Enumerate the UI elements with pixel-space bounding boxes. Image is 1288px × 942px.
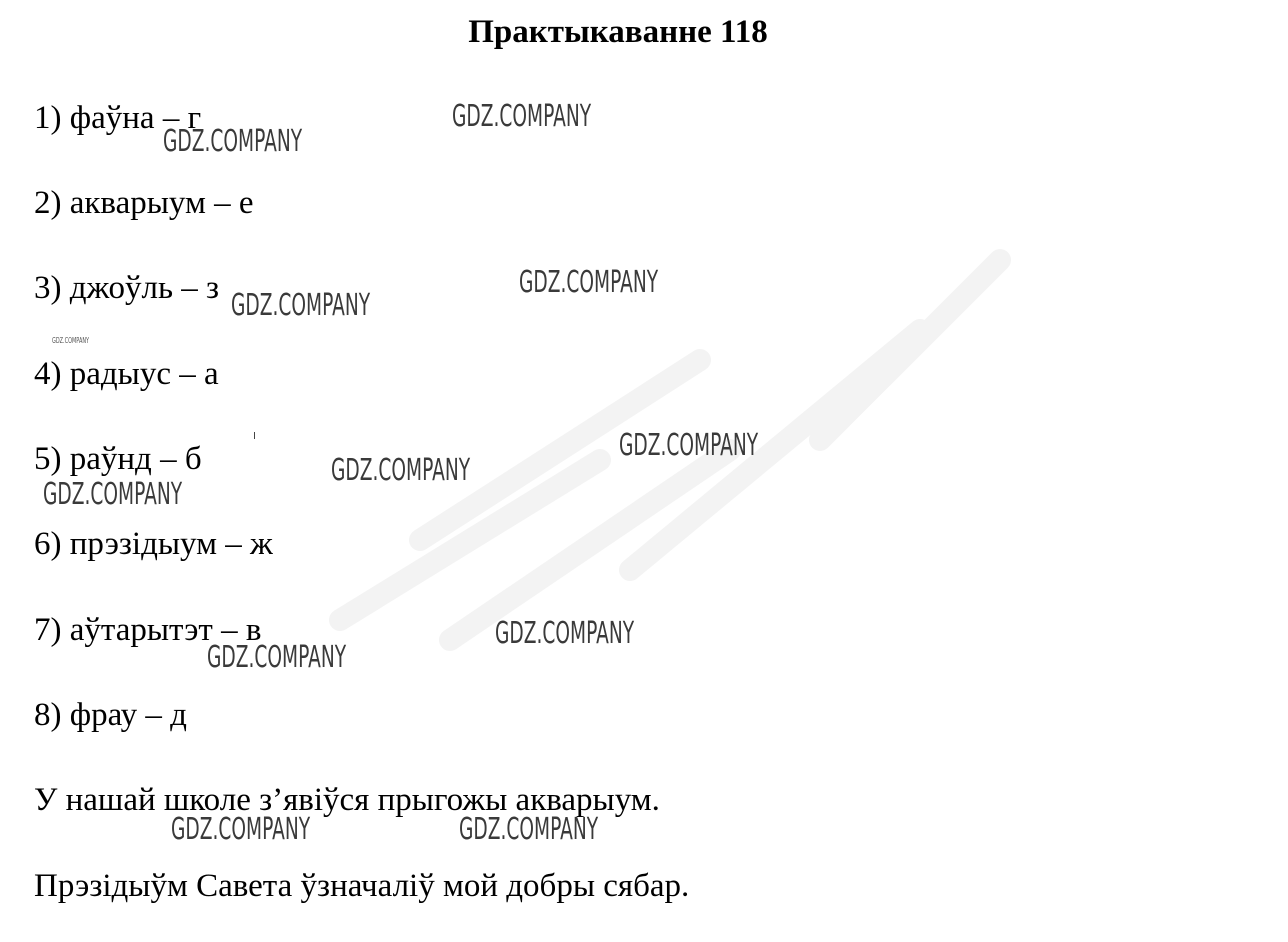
watermark: GDZ.COMPANY	[619, 428, 759, 463]
watermark: GDZ.COMPANY	[452, 99, 592, 134]
answer-8: 8) фрау – д	[34, 697, 187, 733]
watermark: GDZ.COMPANY	[231, 288, 371, 323]
sentence-1: У нашай школе з’явіўся прыгожы акварыум.	[34, 782, 660, 818]
watermark: GDZ.COMPANY	[171, 812, 311, 847]
watermark: GDZ.COMPANY	[459, 812, 599, 847]
answer-4: 4) радыус – а	[34, 356, 219, 392]
watermark: GDZ.COMPANY	[495, 616, 635, 651]
watermark: GDZ.COMPANY	[207, 640, 347, 675]
watermark: GDZ.COMPANY	[331, 453, 471, 488]
watermark: GDZ.COMPANY	[519, 265, 659, 300]
watermark: GDZ.COMPANY	[43, 477, 183, 512]
watermark: GDZ.COMPANY	[163, 124, 303, 159]
page-title: Практыкаванне 118	[468, 14, 768, 50]
answer-5: 5) раўнд – б	[34, 441, 202, 477]
answer-1: 1) фаўна – г	[34, 100, 202, 136]
watermark: GDZ.COMPANY	[52, 336, 90, 345]
answer-7: 7) аўтарытэт – в	[34, 612, 262, 648]
stray-mark	[254, 432, 255, 439]
answer-2: 2) акварыум – е	[34, 185, 254, 221]
sentence-2: Прэзідыўм Савета ўзначаліў мой добры сябар.	[34, 868, 690, 904]
answer-3: 3) джоўль – з	[34, 270, 220, 306]
answer-6: 6) прэзідыум – ж	[34, 526, 273, 562]
